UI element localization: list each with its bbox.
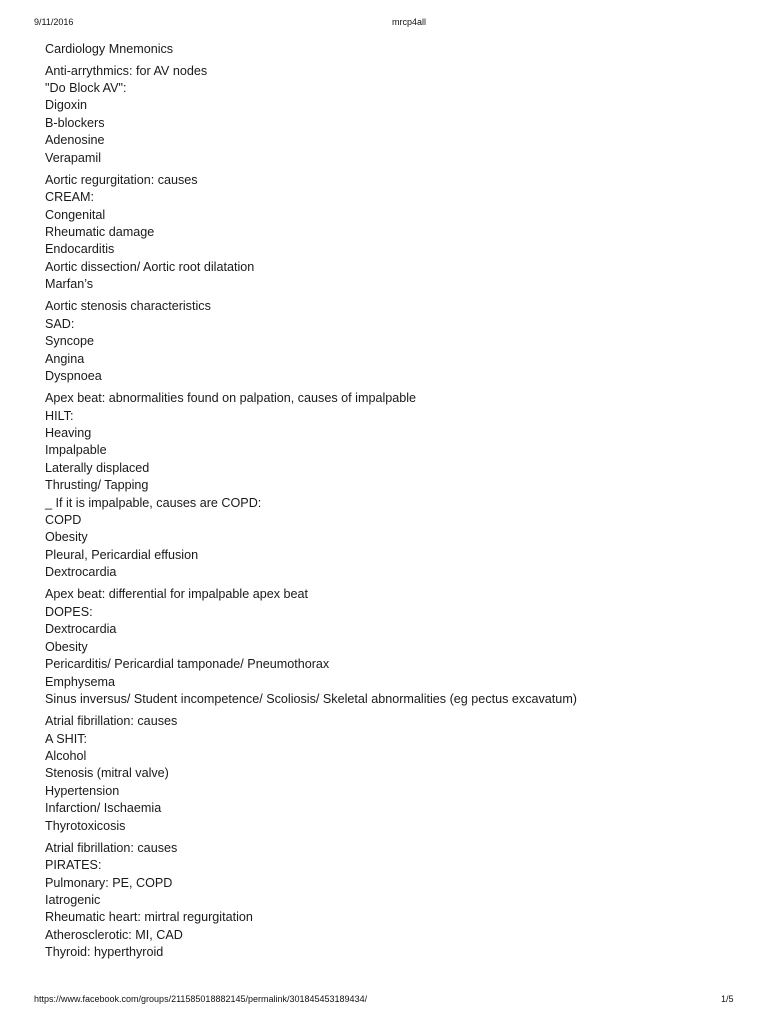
mnemonic-item: Alcohol <box>45 748 87 763</box>
mnemonic-item: Dextrocardia <box>45 565 117 580</box>
mnemonic-item: Stenosis (mitral valve) <box>45 766 169 781</box>
mnemonic-item: Atherosclerotic: MI, CAD <box>45 927 183 942</box>
mnemonic-item: Infarction/ Ischaemia <box>45 801 162 816</box>
mnemonic-item: Dyspnoea <box>45 369 102 383</box>
mnemonic-item: Laterally displaced <box>45 460 150 475</box>
mnemonic-item: Rheumatic heart: mirtral regurgitation <box>45 910 253 925</box>
mnemonic-item: Adenosine <box>45 133 105 148</box>
print-header-title: mrcp4all <box>392 17 427 27</box>
mnemonic-item: Thyrotoxicosis <box>45 818 126 833</box>
mnemonic-item: Congenital <box>45 207 106 222</box>
mnemonic-acronym: A SHIT: <box>45 731 87 746</box>
section-heading: Atrial fibrillation: causes <box>45 714 178 729</box>
section-heading: Aortic stenosis characteristics <box>45 299 211 314</box>
section-heading: Atrial fibrillation: causes <box>45 840 178 855</box>
mnemonic-acronym: DOPES: <box>45 604 93 619</box>
mnemonic-item: Iatrogenic <box>45 892 101 907</box>
mnemonic-section <box>45 840 745 962</box>
section-heading: Apex beat: differential for impalpable apex beat <box>45 587 309 602</box>
section-heading: Apex beat: abnormalities found on palpation, causes of impalpable <box>45 391 417 406</box>
page-number: 1/5 <box>721 994 734 1004</box>
print-date: 9/11/2016 <box>34 17 74 27</box>
mnemonic-item: Thyroid: hyperthyroid <box>45 945 164 960</box>
mnemonic-section <box>45 172 745 294</box>
mnemonic-item: Obesity <box>45 530 88 545</box>
mnemonic-item: _ If it is impalpable, causes are COPD: <box>45 495 262 510</box>
mnemonic-item: COPD <box>45 513 82 528</box>
mnemonic-item: Obesity <box>45 639 88 654</box>
mnemonic-sections <box>45 63 745 962</box>
source-url-link[interactable]: https://www.facebook.com/groups/211585018882145/permalink/301845453189434/ <box>34 994 368 1004</box>
mnemonic-item: Aortic dissection/ Aortic root dilatation <box>45 259 255 274</box>
mnemonic-item: Digoxin <box>45 98 87 113</box>
mnemonic-acronym: SAD: <box>45 316 75 331</box>
document-body <box>45 41 745 966</box>
mnemonic-acronym: CREAM: <box>45 190 94 205</box>
mnemonic-item: Rheumatic damage <box>45 224 155 239</box>
mnemonic-acronym: HILT: <box>45 408 74 423</box>
mnemonic-item: Hypertension <box>45 783 120 798</box>
mnemonic-item: Heaving <box>45 426 92 441</box>
mnemonic-item: B-blockers <box>45 115 105 130</box>
mnemonic-item: Angina <box>45 351 85 366</box>
mnemonic-item: Endocarditis <box>45 242 115 257</box>
document-title: Cardiology Mnemonics <box>45 42 174 56</box>
mnemonic-item: Dextrocardia <box>45 622 117 637</box>
mnemonic-section <box>45 63 745 167</box>
mnemonic-item: Verapamil <box>45 150 102 165</box>
mnemonic-section <box>45 298 745 385</box>
section-heading: Anti-arrythmics: for AV nodes <box>45 63 208 78</box>
mnemonic-item: Pleural, Pericardial effusion <box>45 547 199 562</box>
mnemonic-item: Emphysema <box>45 674 115 689</box>
mnemonic-section <box>45 713 745 835</box>
section-heading: Aortic regurgitation: causes <box>45 172 198 187</box>
mnemonic-acronym: PIRATES: <box>45 858 102 873</box>
mnemonic-item: Pulmonary: PE, COPD <box>45 875 173 890</box>
mnemonic-item: Thrusting/ Tapping <box>45 478 149 493</box>
mnemonic-item: Syncope <box>45 334 95 349</box>
mnemonic-section <box>45 390 745 581</box>
mnemonic-acronym: "Do Block AV": <box>45 80 127 95</box>
mnemonic-item: Marfan’s <box>45 277 94 292</box>
mnemonic-section <box>45 586 745 708</box>
mnemonic-item: Impalpable <box>45 443 107 458</box>
mnemonic-item: Pericarditis/ Pericardial tamponade/ Pneumothorax <box>45 657 330 672</box>
mnemonic-item: Sinus inversus/ Student incompetence/ Scoliosis/ Skeletal abnormalities (eg pectus excavatum) <box>45 691 577 706</box>
